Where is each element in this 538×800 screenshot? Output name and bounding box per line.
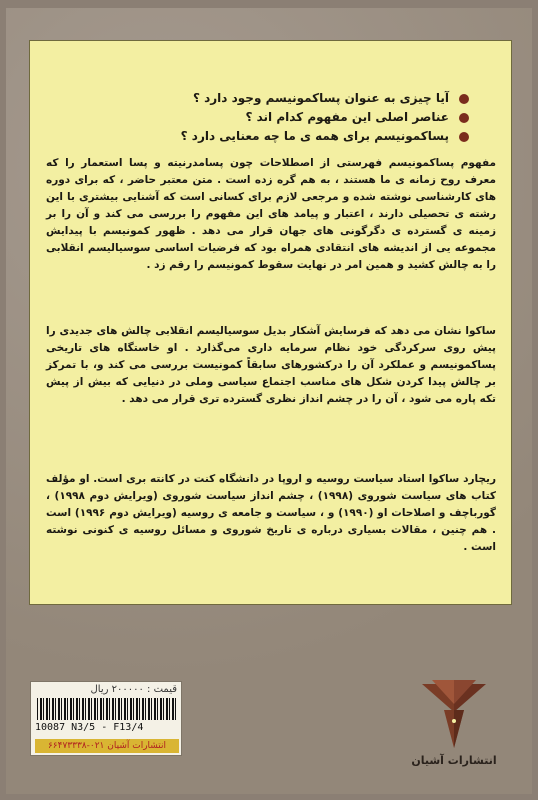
publisher-logo-icon [418,676,490,766]
publisher-stamp: انتشارات آشیان ۰۲۱-۶۶۴۷۳۳۳۸ [35,739,179,753]
question-item [89,108,469,127]
price-label: قیمت : ۲۰۰۰۰۰ ریال [90,684,177,695]
barcode-sticker [30,681,182,756]
bullet-icon [459,132,469,142]
description-paragraph: مفهوم پساکمونیسم فهرستی از اصطلاحات چون پسامدرنیته و پسا استعمار را که معرف روح زمانه ی ما هستند ، به هم گره زده است . متن معتبر حاضر ، که برای دوره های کارشناسی نوشته شده و مرجعی لازم برای کسانی است که آشنایی بیشتری با این رشته ی تحصیلی دارند ، اعتبار و پیامد های این مفهوم را بررسی می کند و آن را بر زمینه ی گسترده ی دگرگونی های جهان قرار می دهد . ظهور کمونیسم با پیدایش مجموعه یی از اندیشه های انتقادی همراه بود که فرضیات اساسی سوسیالیسم انقلابی را به چالش کشید و همین امر در نهایت سقوط کمونیسم را رقم زد . [46,157,496,271]
question-list [89,89,469,146]
question-text: پساکمونیسم برای همه ی ما چه معنایی دارد ؟ [180,129,449,143]
author-bio-paragraph: ریچارد ساکوا استاد سیاست روسیه و اروپا در دانشگاه کنت در کانته بری است. او مؤلف کتاب های سیاست شوروی (۱۹۹۸) ، چشم انداز سیاست شوروی (ویرایش دوم ۱۹۹۸) ، گورباچف و اصلاحات او (۱۹۹۰) و ، سیاست و جامعه ی روسیه (ویرایش دوم ۱۹۹۶) است . هم چنین ، مقالات بسیاری درباره ی تاریخ شوروی و مسائل روسیه ی کنونی نوشته است . [46,473,496,553]
bullet-icon [459,94,469,104]
publisher-name: انتشارات آشیان [411,754,497,767]
bullet-icon [459,113,469,123]
barcode-icon [37,698,177,720]
description-paragraph: ساکوا نشان می دهد که فرسایش آشکار بدیل سوسیالیسم انقلابی چالش های جدیدی را پیش روی سرکردگی خود نظام سرمایه داری می‌گذارد . او خاستگاه های تاریخی پساکمونیسم و عملکرد آن را درکشورهای سابقاً کمونیست بررسی می کند و، با تمرکز بر چالش پیدا کردن شکل های مناسب اجتماع سیاسی وملی در دنیایی که بیش از پیش تکه پاره می شود ، آن را در چشم انداز نظری گسترده تری قرار می دهد . [46,325,496,405]
barcode-number: 10087 N3/5 - F13/4 [35,722,144,733]
question-text: عناصر اصلی این مفهوم کدام اند ؟ [245,110,449,124]
question-item [89,89,469,108]
question-item [89,127,469,146]
question-text: آیا چیزی به عنوان پساکمونیسم وجود دارد ؟ [192,91,449,105]
text-panel [29,40,512,605]
